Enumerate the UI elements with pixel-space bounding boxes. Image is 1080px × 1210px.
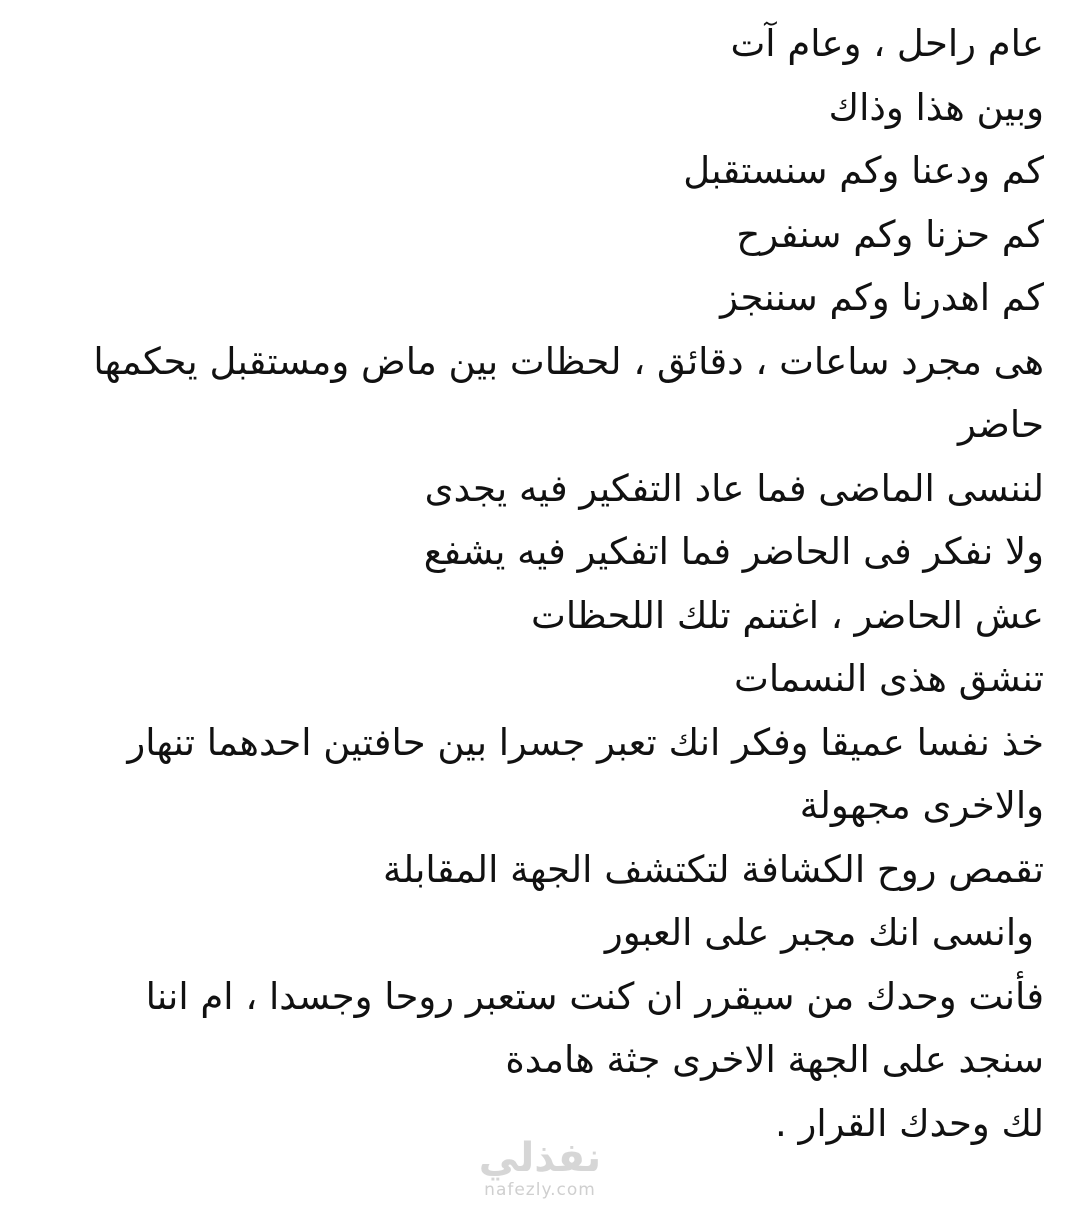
text-line: تنشق هذى النسمات (734, 657, 1044, 700)
document-body (40, 12, 1044, 1155)
text-line: عام راحل ، وعام آت (730, 22, 1044, 65)
text-line: خذ نفسا عميقا وفكر انك تعبر جسرا بين حافتين احدهما تنهار (127, 720, 1044, 764)
text-line: لك وحدك القرار . (775, 1101, 1044, 1145)
text-line: والاخرى مجهولة (799, 784, 1044, 827)
text-line: كم ودعنا وكم سنستقبل (683, 149, 1044, 192)
watermark-logo (470, 1136, 610, 1200)
text-line: سنجد على الجهة الاخرى جثة هامدة (505, 1038, 1044, 1081)
text-line: كم اهدرنا وكم سننجز (720, 276, 1044, 319)
text-line: ولا نفكر فى الحاضر فما اتفكير فيه يشفع (423, 530, 1044, 573)
text-line: فأنت وحدك من سيقرر ان كنت ستعبر روحا وجسدا ، ام اننا (145, 974, 1044, 1018)
text-line: وبين هذا وذاك (828, 85, 1044, 129)
text-line: وانسى انك مجبر على العبور (604, 911, 1034, 954)
text-line: تقمص روح الكشافة لتكتشف الجهة المقابلة (383, 847, 1044, 891)
text-line: عش الحاضر ، اغتنم تلك اللحظات (531, 593, 1044, 637)
text-line: لننسى الماضى فما عاد التفكير فيه يجدى (424, 466, 1044, 510)
watermark-arabic: نفذلي (478, 1135, 602, 1181)
text-line: هى مجرد ساعات ، دقائق ، لحظات بين ماض ومستقبل يحكمها (93, 339, 1044, 383)
text-line: حاضر (958, 403, 1044, 446)
watermark-latin: nafezly.com (484, 1180, 596, 1200)
text-line: كم حزنا وكم سنفرح (736, 212, 1044, 256)
